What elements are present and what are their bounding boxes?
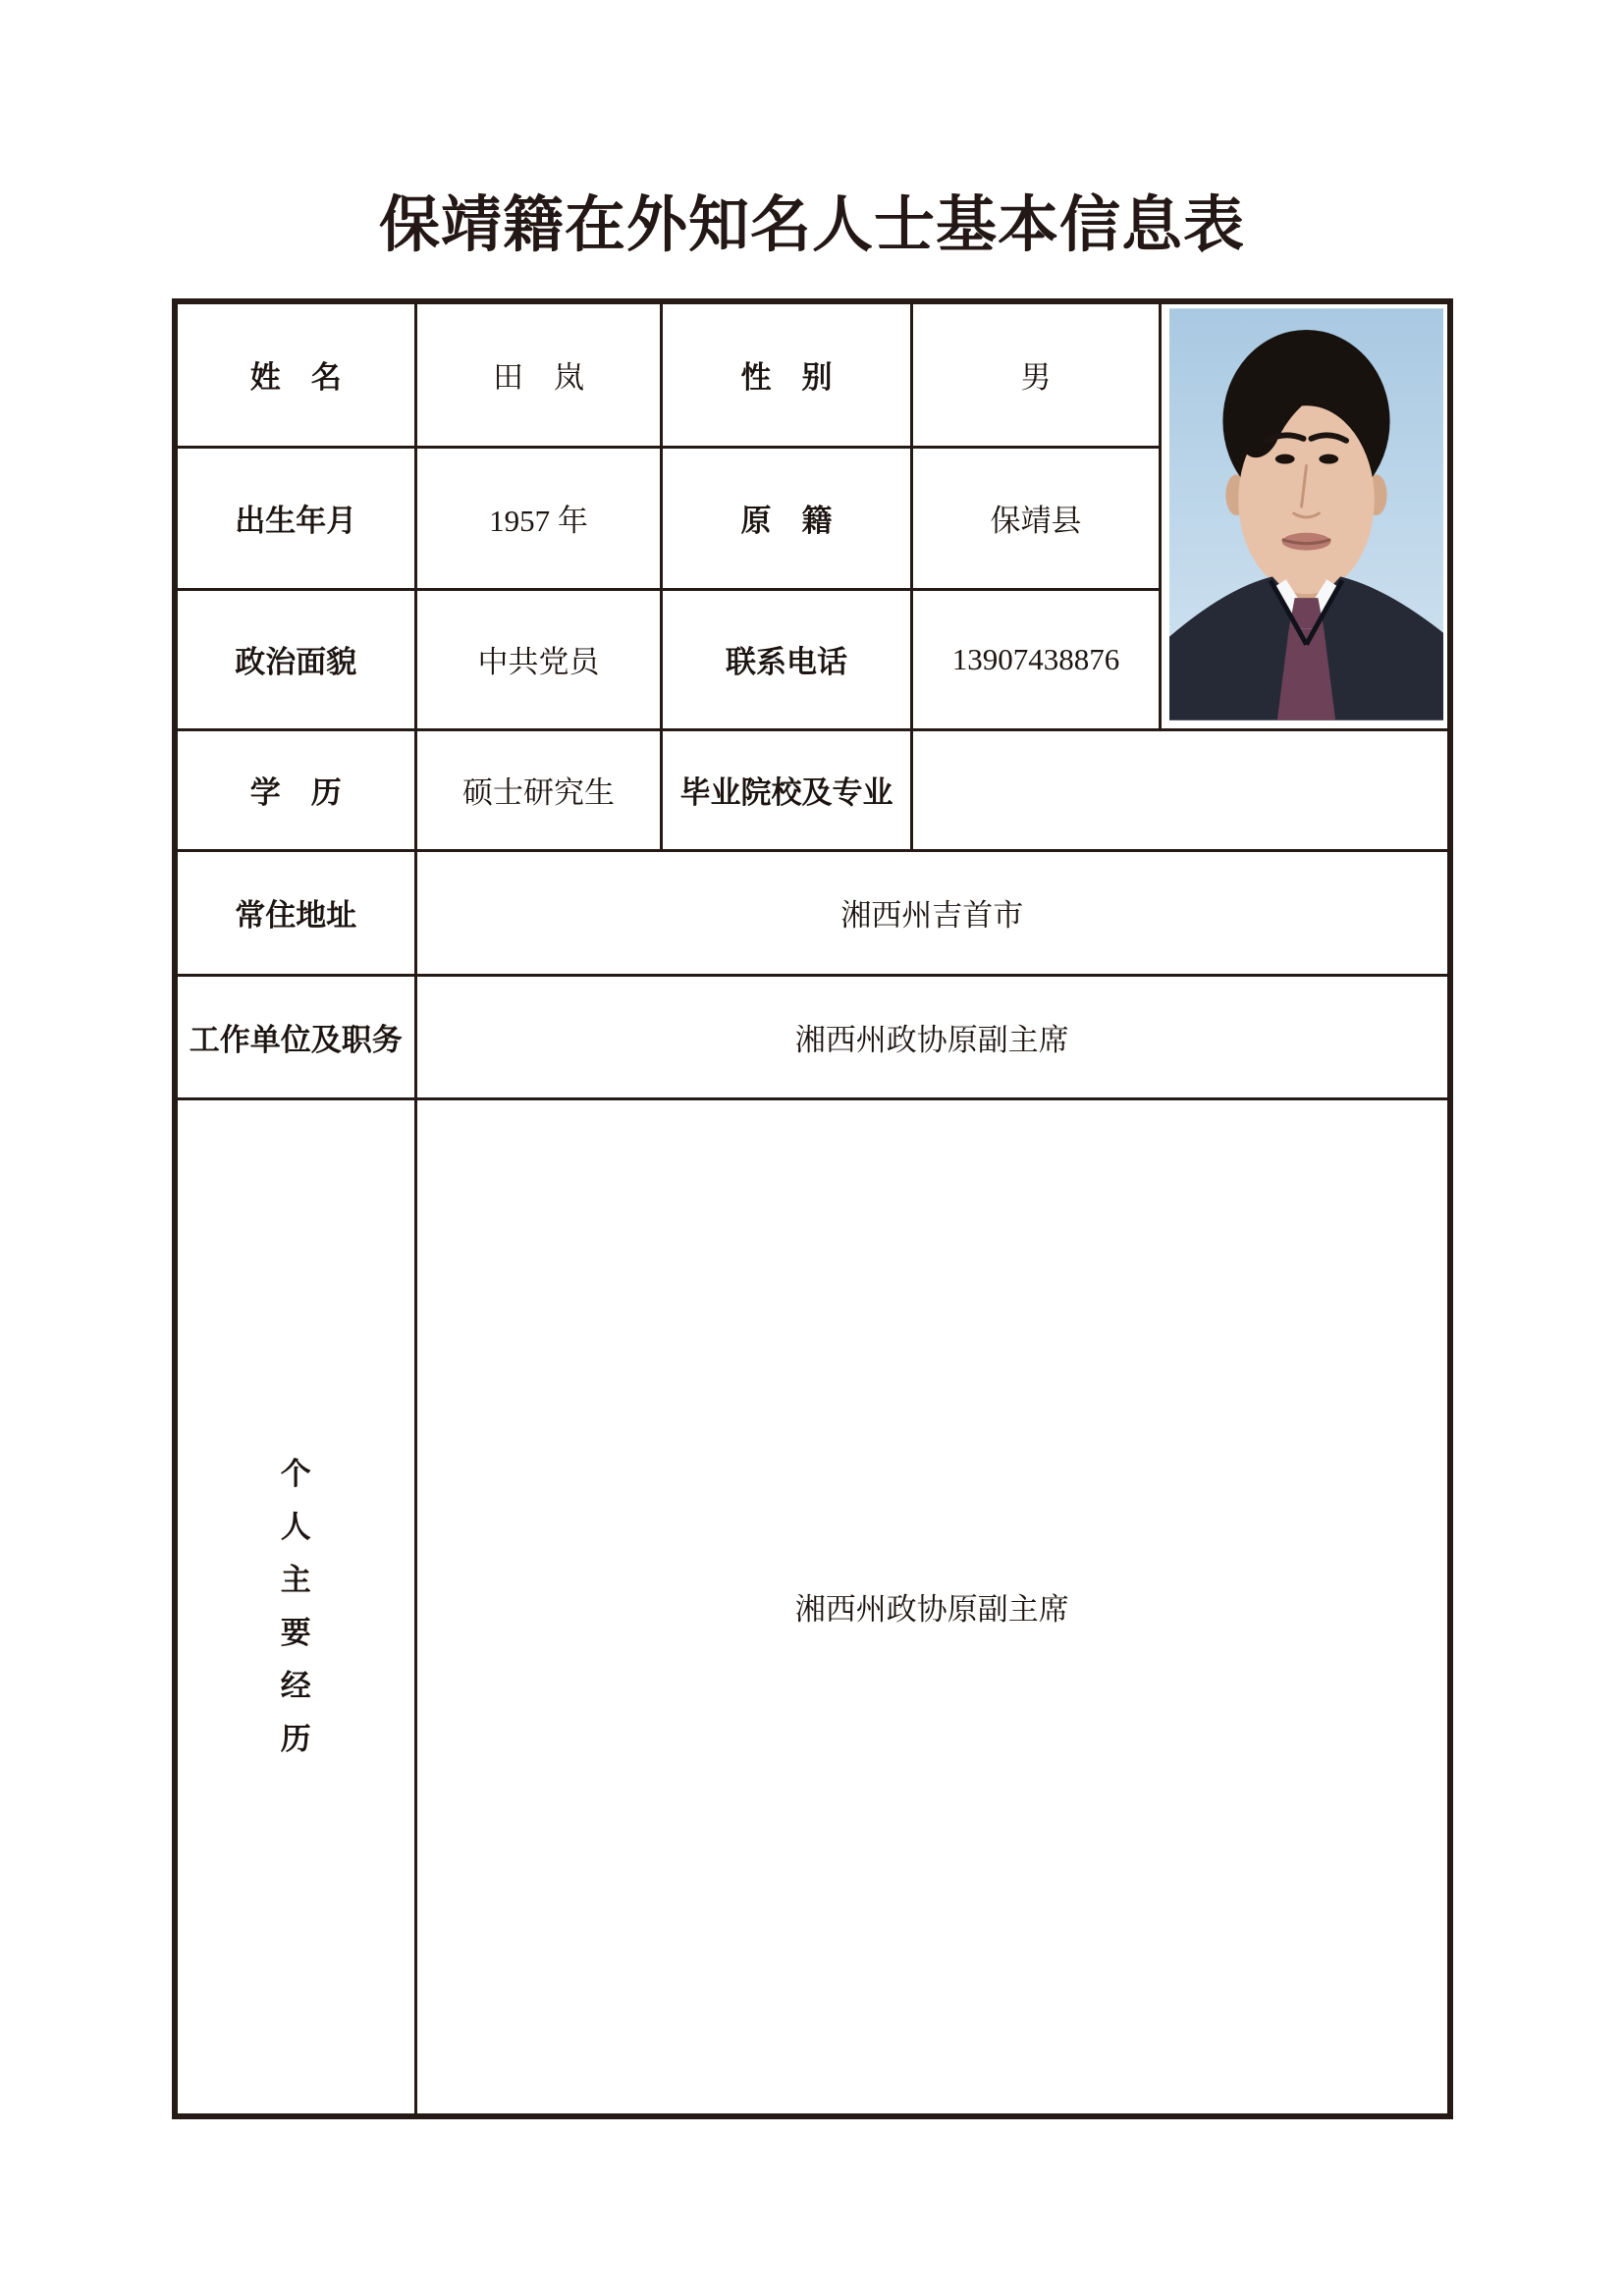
gender-value: 男 xyxy=(912,301,1161,448)
portrait-photo-image xyxy=(1169,306,1443,722)
info-table xyxy=(172,298,1453,2119)
eye-right xyxy=(1319,454,1338,463)
row-work-unit xyxy=(175,975,1450,1098)
row-address xyxy=(175,850,1450,975)
political-status-value: 中共党员 xyxy=(416,589,662,729)
origin-label: 原 籍 xyxy=(662,447,912,589)
eye-left xyxy=(1275,454,1295,463)
education-label: 学 历 xyxy=(175,729,416,850)
address-label: 常住地址 xyxy=(175,850,416,975)
portrait-photo xyxy=(1162,304,1447,728)
phone-value: 13907438876 xyxy=(912,589,1161,729)
experience-label-char: 个 xyxy=(280,1457,311,1492)
row-experience xyxy=(175,1098,1450,2116)
political-status-label: 政治面貌 xyxy=(175,589,416,729)
experience-label-char: 要 xyxy=(280,1616,311,1651)
experience-label-char: 人 xyxy=(280,1510,311,1545)
experience-label-cell xyxy=(175,1098,416,2116)
page-title: 保靖籍在外知名人士基本信息表 xyxy=(378,192,1245,259)
name-value: 田 岚 xyxy=(416,301,662,448)
row-name-gender xyxy=(175,301,1450,448)
portrait-photo-cell xyxy=(1161,301,1450,730)
work-unit-label: 工作单位及职务 xyxy=(175,975,416,1098)
school-major-label: 毕业院校及专业 xyxy=(662,729,912,850)
experience-label-char: 经 xyxy=(280,1669,311,1704)
name-label: 姓 名 xyxy=(175,301,416,448)
gender-label: 性 别 xyxy=(662,301,912,448)
origin-value: 保靖县 xyxy=(912,447,1161,589)
education-value: 硕士研究生 xyxy=(416,729,662,850)
school-major-value xyxy=(912,729,1450,850)
experience-value: 湘西州政协原副主席 xyxy=(416,1098,1450,2116)
address-value: 湘西州吉首市 xyxy=(416,850,1450,975)
experience-label-vertical xyxy=(178,1457,415,1757)
experience-label-char: 历 xyxy=(280,1722,311,1757)
phone-label: 联系电话 xyxy=(662,589,912,729)
experience-label-char: 主 xyxy=(280,1563,311,1598)
work-unit-value: 湘西州政协原副主席 xyxy=(416,975,1450,1098)
birth-date-value: 1957 年 xyxy=(416,447,662,589)
birth-date-label: 出生年月 xyxy=(175,447,416,589)
row-education-school xyxy=(175,729,1450,850)
